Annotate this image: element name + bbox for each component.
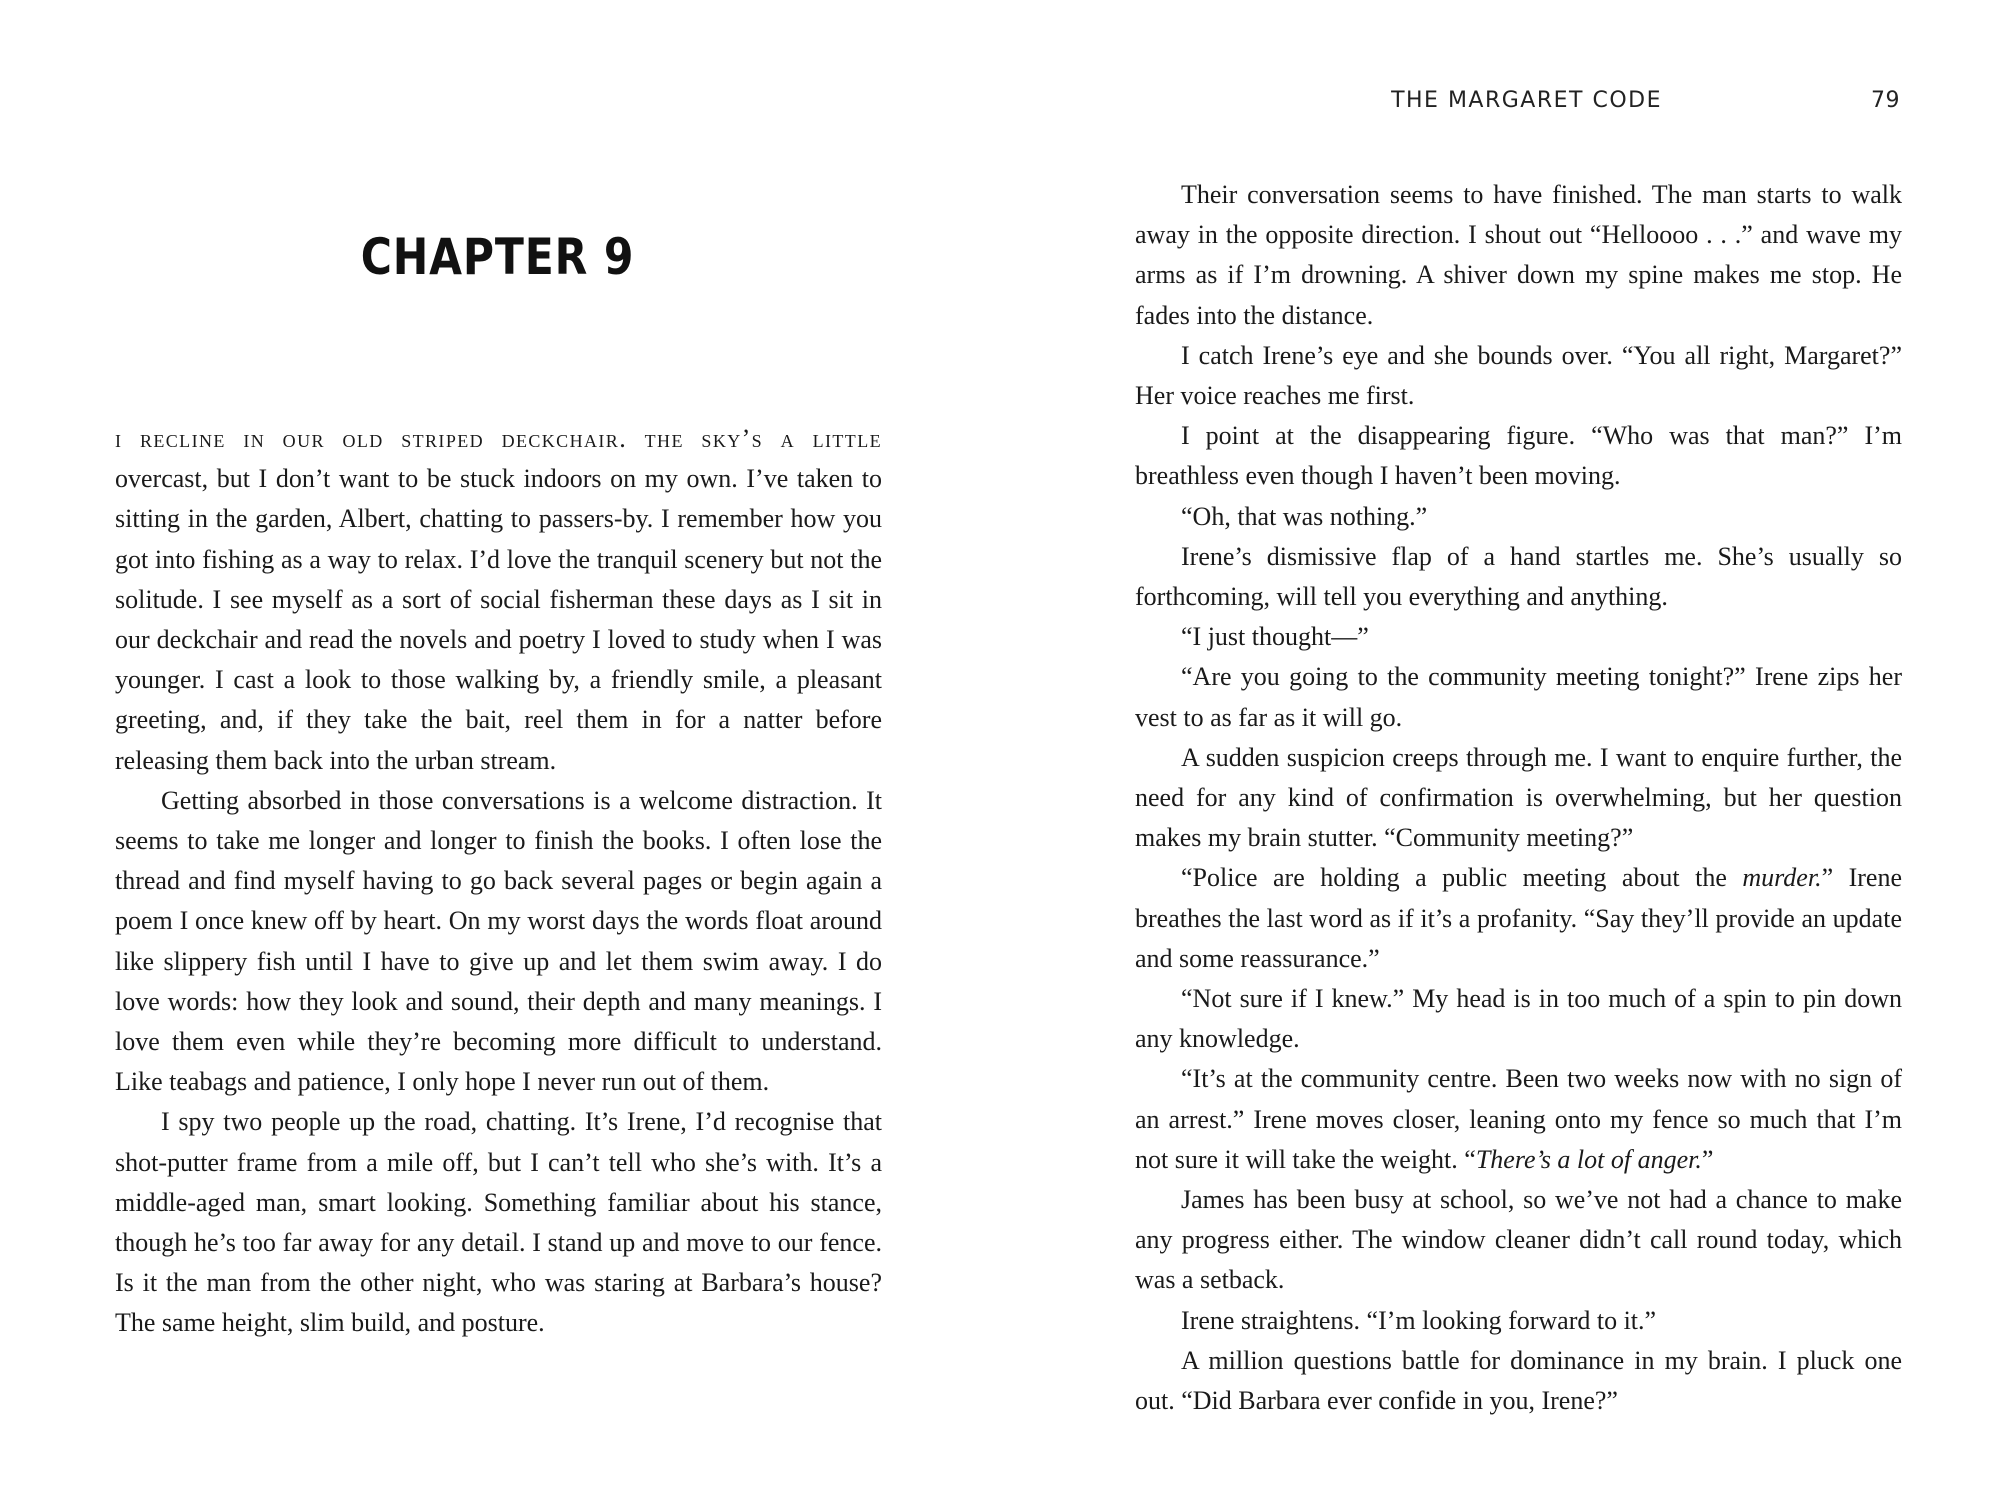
paragraph-text: ” Irene breathes the last word as if it’s a profanity. “Say they’ll provide an update and some reassurance.” (1135, 863, 1902, 973)
opening-paragraph-text: overcast, but I don’t want to be stuck indoors on my own. I’ve taken to sitting in the garden, Albert, chatting to passers-by. I remember how you got into fishing as a way to relax. I’d love the tranquil scenery but not the solitude. I see myself as a sort of social fisherman these days as I sit in our deckchair and read the novels and poetry I loved to study when I was younger. I cast a look to those walking by, a friendly smile, a pleasant greeting, and, if they take the bait, reel them in for a natter before releasing them back into the urban stream. (115, 464, 882, 775)
paragraph: I catch Irene’s eye and she bounds over. “You all right, Margaret?” Her voice reaches me first. (1135, 340, 1902, 411)
right-page-body (1135, 175, 1902, 1421)
running-head (1135, 88, 1900, 120)
emphasis: murder. (1742, 863, 1822, 893)
paragraph-text: “It’s at the community centre. Been two weeks now with no sign of an arrest.” Irene moves closer, leaning onto my fence so much that I’m not sure it will take the weight. “ (1135, 1064, 1902, 1174)
paragraph: Irene straightens. “I’m looking forward to it.” (1181, 1305, 1657, 1335)
page-number: 79 (1871, 88, 1900, 113)
paragraph: James has been busy at school, so we’ve not had a chance to make any progress either. The window cleaner didn’t call round today, which was a setback. (1135, 1185, 1902, 1295)
paragraph: I point at the disappearing figure. “Who was that man?” I’m breathless even though I haven’t been moving. (1135, 421, 1902, 491)
left-page-body (115, 419, 882, 1344)
paragraph (1135, 1059, 1902, 1180)
paragraph: I spy two people up the road, chatting. It’s Irene, I’d recognise that shot-putter frame from a mile off, but I can’t tell who she’s with. It’s a middle-aged man, smart looking. Something familiar about his stance, though he’s too far away for any detail. I stand up and move to our fence. Is it the man from the other night, who was staring at Barbara’s house? The same height, slim build, and posture. (115, 1107, 882, 1338)
running-head-title: THE MARGARET CODE (1391, 88, 1662, 113)
right-page (1000, 0, 2000, 1500)
paragraph: A million questions battle for dominance in my brain. I pluck one out. “Did Barbara ever confide in you, Irene?” (1135, 1345, 1902, 1416)
paragraph: “I just thought—” (1181, 622, 1369, 652)
chapter-title: CHAPTER 9 (360, 228, 635, 286)
paragraph: Their conversation seems to have finished. The man starts to walk away in the opposite direction. I shout out “Helloooo . . .” and wave my arms as if I’m drowning. A shiver down my spine makes me stop. He fades into the distance. (1135, 180, 1902, 330)
opening-smallcaps: i recline in our old striped deckchair. the sky’s a little (115, 424, 882, 453)
paragraph: Irene’s dismissive flap of a hand startles me. She’s usually so forthcoming, will tell you everything and anything. (1135, 541, 1902, 612)
opening-paragraph (115, 419, 882, 781)
paragraph: A sudden suspicion creeps through me. I want to enquire further, the need for any kind of confirmation is overwhelming, but her question makes my brain stutter. “Community meeting?” (1135, 742, 1902, 853)
paragraph: “Are you going to the community meeting tonight?” Irene zips her vest to as far as it will go. (1135, 662, 1902, 732)
paragraph: “Oh, that was nothing.” (1181, 501, 1428, 531)
paragraph-text: ” (1701, 1144, 1714, 1174)
paragraph-text: “Police are holding a public meeting about the (1181, 863, 1743, 893)
paragraph: “Not sure if I knew.” My head is in too much of a spin to pin down any knowledge. (1135, 984, 1902, 1054)
paragraph: Getting absorbed in those conversations is a welcome distraction. It seems to take me longer and longer to finish the books. I often lose the thread and find myself having to go back several pages or begin again a poem I once knew off by heart. On my worst days the words float around like slippery fish until I have to give up and let them swim away. I do love words: how they look and sound, their depth and many meanings. I love them even while they’re becoming more difficult to understand. Like teabags and patience, I only hope I never run out of them. (115, 785, 882, 1097)
emphasis: There’s a lot of anger. (1475, 1144, 1702, 1174)
paragraph (1135, 858, 1902, 979)
